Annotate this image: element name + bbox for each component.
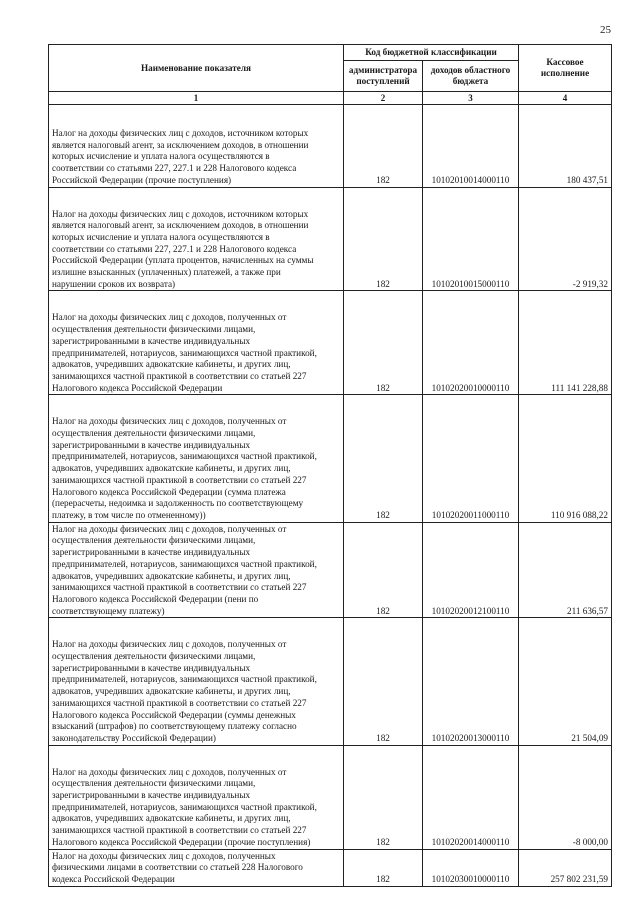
indicator-name-line: соответствии со статьями 227, 227.1 и 228 Налогового кодекса xyxy=(52,163,297,174)
indicator-name-line: адвокатов, учредивших адвокатские кабинеты, и других лиц, xyxy=(52,686,291,697)
table-row xyxy=(49,395,612,522)
table-row xyxy=(49,105,612,188)
indicator-name-line: Российской Федерации (уплата процентов, начисленных на суммы xyxy=(52,255,314,266)
indicator-name-line: Налог на доходы физических лиц с доходов, источником которых xyxy=(52,128,309,138)
table-row xyxy=(49,291,612,395)
indicator-name-line: Налог на доходы физических лиц с доходов, полученных xyxy=(52,850,276,861)
table-row xyxy=(49,618,612,745)
indicator-name-line: адвокатов, учредивших адвокатские кабинеты, и других лиц, xyxy=(52,359,291,370)
indicator-name-line: предпринимателей, нотариусов, занимающихся частной практикой, xyxy=(52,347,317,358)
indicator-name-line: занимающихся частной практикой в соответствии со статьей 227 xyxy=(52,370,307,381)
indicator-name-line: Налог на доходы физических лиц с доходов, полученных от xyxy=(52,416,287,427)
income-code: 10102010014000110 xyxy=(423,105,519,188)
indicator-name-line: платежу, в том числе по отмененному)) xyxy=(52,509,206,520)
cash-execution-amount: 257 802 231,59 xyxy=(519,849,612,886)
indicator-name-line: Налогового кодекса Российской Федерации (сумма платежа xyxy=(52,486,286,497)
table-row xyxy=(49,849,612,886)
table-row xyxy=(49,187,612,291)
indicator-name-line: осуществления деятельности физическими лицами, xyxy=(52,324,256,335)
indicator-name-line: Российской Федерации (прочие поступления) xyxy=(52,174,232,185)
indicator-name-line: нарушении сроков их возврата) xyxy=(52,278,176,289)
indicator-name-line: соответствующему платежу) xyxy=(52,605,165,616)
header-income-code-column: доходов областного бюджета xyxy=(423,61,519,92)
indicator-name-line: является налоговый агент, за исключением доходов, в отношении xyxy=(52,220,309,231)
indicator-name-line: Налогового кодекса Российской Федерации (прочие поступления) xyxy=(52,836,311,847)
indicator-name xyxy=(49,187,344,291)
indicator-name-line: законодательству Российской Федерации) xyxy=(52,732,216,743)
income-code: 10102020010000110 xyxy=(423,291,519,395)
indicator-name-line: которых исчисление и уплата налога осуществляются в xyxy=(52,151,270,162)
cash-execution-amount: -8 000,00 xyxy=(519,745,612,849)
admin-code: 182 xyxy=(344,618,423,745)
indicator-name xyxy=(49,618,344,745)
indicator-name-line: зарегистрированными в качестве индивидуальных xyxy=(52,439,251,450)
table-row xyxy=(49,745,612,849)
admin-code: 182 xyxy=(344,522,423,618)
admin-code: 182 xyxy=(344,187,423,291)
indicator-name-line: соответствии со статьями 227, 227.1 и 228 Налогового кодекса xyxy=(52,243,297,254)
indicator-name-line: предпринимателей, нотариусов, занимающихся частной практикой, xyxy=(52,558,317,569)
indicator-name-line: Налог на доходы физических лиц с доходов, источником которых xyxy=(52,208,309,219)
indicator-name-line: адвокатов, учредивших адвокатские кабинеты, и других лиц, xyxy=(52,570,291,581)
admin-code: 182 xyxy=(344,105,423,188)
income-code: 10102020012100110 xyxy=(423,522,519,618)
indicator-name xyxy=(49,105,344,188)
table-body xyxy=(49,105,612,887)
indicator-name xyxy=(49,745,344,849)
indicator-name-line: Налог на доходы физических лиц с доходов, полученных от xyxy=(52,766,287,777)
indicator-name xyxy=(49,291,344,395)
column-number-3: 3 xyxy=(423,92,519,105)
income-code: 10102020011000110 xyxy=(423,395,519,522)
indicator-name-line: занимающихся частной практикой в соответствии со статьей 227 xyxy=(52,825,307,836)
indicator-name-line: осуществления деятельности физическими лицами, xyxy=(52,651,256,662)
indicator-name-line: излишне взысканных (уплаченных) платежей, а также при xyxy=(52,267,281,278)
header-budget-code-group: Код бюджетной классификации xyxy=(344,45,519,61)
indicator-name-line: осуществления деятельности физическими лицами, xyxy=(52,535,256,546)
column-number-1: 1 xyxy=(49,92,344,105)
table-row xyxy=(49,522,612,618)
cash-execution-amount: 110 916 088,22 xyxy=(519,395,612,522)
indicator-name-line: осуществления деятельности физическими лицами, xyxy=(52,778,256,789)
cash-execution-amount: 21 504,09 xyxy=(519,618,612,745)
income-code: 10102020013000110 xyxy=(423,618,519,745)
cash-execution-amount: 211 636,57 xyxy=(519,522,612,618)
indicator-name-line: предпринимателей, нотариусов, занимающихся частной практикой, xyxy=(52,801,317,812)
indicator-name-line: Налог на доходы физических лиц с доходов, полученных от xyxy=(52,639,287,650)
indicator-name-line: занимающихся частной практикой в соответствии со статьей 227 xyxy=(52,582,307,593)
indicator-name-line: которых исчисление и уплата налога осуществляются в xyxy=(52,231,270,242)
indicator-name-line: Налогового кодекса Российской Федерации (суммы денежных xyxy=(52,709,296,720)
header-name-column: Наименование показателя xyxy=(49,45,344,92)
income-code: 10102020014000110 xyxy=(423,745,519,849)
indicator-name-line: (перерасчеты, недоимка и задолженность по соответствующему xyxy=(52,498,304,509)
admin-code: 182 xyxy=(344,849,423,886)
indicator-name xyxy=(49,395,344,522)
indicator-name-line: адвокатов, учредивших адвокатские кабинеты, и других лиц, xyxy=(52,463,291,474)
indicator-name-line: адвокатов, учредивших адвокатские кабинеты, и других лиц, xyxy=(52,813,291,824)
cash-execution-amount: 180 437,51 xyxy=(519,105,612,188)
column-number-2: 2 xyxy=(344,92,423,105)
column-number-4: 4 xyxy=(519,92,612,105)
indicator-name-line: Налогового кодекса Российской Федерации xyxy=(52,382,223,393)
header-cash-execution: Кассовое исполнение xyxy=(519,45,612,92)
admin-code: 182 xyxy=(344,745,423,849)
indicator-name-line: физическими лицами в соответствии со статьей 228 Налогового xyxy=(52,862,303,873)
indicator-name-line: занимающихся частной практикой в соответствии со статьей 227 xyxy=(52,697,307,708)
header-admin-column: администратора поступлений xyxy=(344,61,423,92)
indicator-name-line: Налог на доходы физических лиц с доходов, полученных от xyxy=(52,523,287,534)
indicator-name-line: предпринимателей, нотариусов, занимающихся частной практикой, xyxy=(52,451,317,462)
budget-classification-table xyxy=(48,44,612,887)
cash-execution-amount: -2 919,32 xyxy=(519,187,612,291)
page-number: 25 xyxy=(600,24,611,36)
income-code: 10102010015000110 xyxy=(423,187,519,291)
admin-code: 182 xyxy=(344,395,423,522)
indicator-name-line: является налоговый агент, за исключением доходов, в отношении xyxy=(52,139,309,150)
cash-execution-amount: 111 141 228,88 xyxy=(519,291,612,395)
indicator-name-line: осуществления деятельности физическими лицами, xyxy=(52,428,256,439)
indicator-name-line: зарегистрированными в качестве индивидуальных xyxy=(52,662,251,673)
indicator-name-line: занимающихся частной практикой в соответствии со статьей 227 xyxy=(52,474,307,485)
indicator-name-line: кодекса Российской Федерации xyxy=(52,873,175,884)
indicator-name-line: взысканий (штрафов) по соответствующему платежу согласно xyxy=(52,721,297,732)
indicator-name-line: зарегистрированными в качестве индивидуальных xyxy=(52,547,251,558)
indicator-name-line: Налогового кодекса Российской Федерации (пени по xyxy=(52,593,259,604)
indicator-name-line: предпринимателей, нотариусов, занимающихся частной практикой, xyxy=(52,674,317,685)
indicator-name xyxy=(49,522,344,618)
indicator-name-line: зарегистрированными в качестве индивидуальных xyxy=(52,335,251,346)
income-code: 10102030010000110 xyxy=(423,849,519,886)
indicator-name-line: Налог на доходы физических лиц с доходов, полученных от xyxy=(52,312,287,323)
indicator-name xyxy=(49,849,344,886)
indicator-name-line: зарегистрированными в качестве индивидуальных xyxy=(52,790,251,801)
admin-code: 182 xyxy=(344,291,423,395)
